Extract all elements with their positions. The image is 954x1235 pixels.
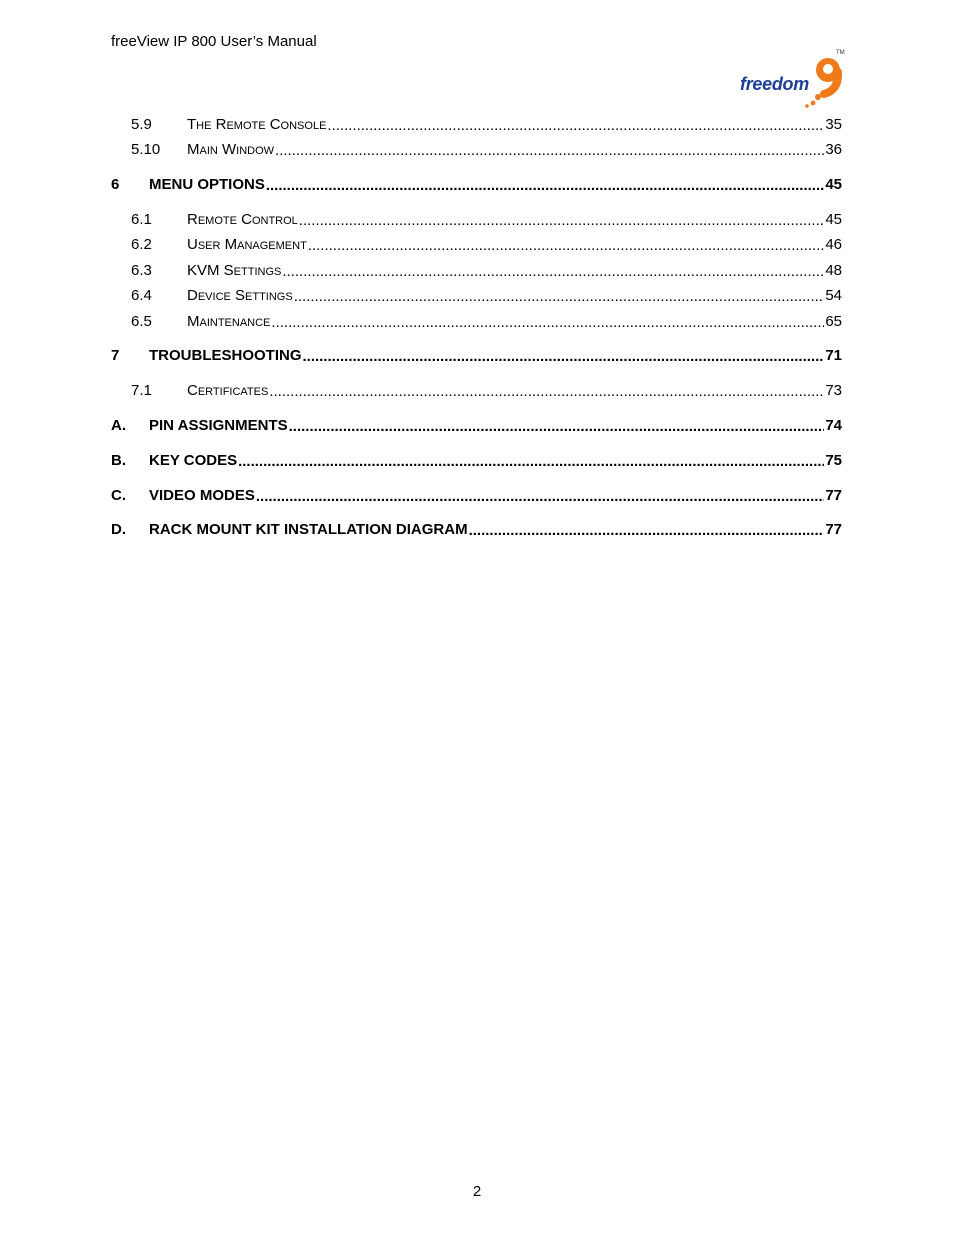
page-number: 2 (472, 1183, 482, 1200)
toc-entry-page: 71 (825, 347, 842, 364)
toc-dot-leader (269, 383, 824, 399)
toc-dot-leader (327, 117, 824, 133)
toc-dot-leader (271, 314, 824, 330)
toc-entry[interactable] (111, 262, 842, 282)
toc-dot-leader (289, 418, 825, 434)
toc-entry-page: 77 (825, 487, 842, 504)
toc-entry[interactable] (111, 521, 842, 541)
toc-entry-title: Device Settings (187, 287, 293, 304)
toc-entry-title: TROUBLESHOOTING (149, 347, 302, 364)
toc-entry-page: 75 (825, 452, 842, 469)
toc-dot-leader (469, 522, 825, 538)
toc-entry-page: 65 (825, 313, 842, 330)
toc-entry[interactable] (111, 382, 842, 402)
toc-entry-number: 6.1 (131, 211, 152, 228)
toc-entry-page: 48 (825, 262, 842, 279)
toc-entry-title: Maintenance (187, 313, 271, 330)
toc-dot-leader (275, 142, 824, 158)
toc-entry-page: 54 (825, 287, 842, 304)
page-header-title: freeView IP 800 User’s Manual (111, 33, 317, 50)
toc-entry-title: Certificates (187, 382, 269, 399)
toc-entry-page: 46 (825, 236, 842, 253)
toc-entry[interactable] (111, 141, 842, 161)
toc-dot-leader (282, 263, 824, 279)
toc-entry-number: D. (111, 521, 126, 538)
toc-entry-page: 74 (825, 417, 842, 434)
toc-dot-leader (299, 212, 825, 228)
toc-entry-title: Main Window (187, 141, 275, 158)
toc-entry[interactable] (111, 287, 842, 307)
toc-entry-number: 6 (111, 176, 120, 193)
toc-entry-page: 36 (825, 141, 842, 158)
toc-entry-number: 5.9 (131, 116, 152, 133)
toc-entry-title: KVM Settings (187, 262, 282, 279)
logo-trademark: TM (836, 50, 845, 56)
toc-dot-leader (266, 177, 824, 193)
toc-entry[interactable] (111, 211, 842, 231)
toc-entry-number: 6.3 (131, 262, 152, 279)
toc-entry[interactable] (111, 487, 842, 507)
logo-wordmark: freedom (740, 74, 809, 94)
toc-dot-leader (256, 488, 824, 504)
toc-entry-page: 73 (825, 382, 842, 399)
toc-entry-page: 35 (825, 116, 842, 133)
toc-entry-number: 6.4 (131, 287, 152, 304)
toc-entry-number: A. (111, 417, 126, 434)
toc-entry[interactable] (111, 116, 842, 136)
toc-entry-page: 45 (825, 176, 842, 193)
toc-entry-number: C. (111, 487, 126, 504)
toc-entry-title: PIN ASSIGNMENTS (149, 417, 288, 434)
toc-entry-number: 7.1 (131, 382, 152, 399)
toc-entry[interactable] (111, 347, 842, 367)
toc-entry-number: 5.10 (131, 141, 161, 158)
toc-entry-title: User Management (187, 236, 307, 253)
toc-entry-number: 7 (111, 347, 120, 364)
freedom9-logo (738, 50, 848, 110)
toc-entry-title: RACK MOUNT KIT INSTALLATION DIAGRAM (149, 521, 468, 538)
toc-entry-title: Remote Control (187, 211, 298, 228)
toc-dot-leader (308, 237, 825, 253)
toc-entry-number: B. (111, 452, 126, 469)
toc-entry-number: 6.5 (131, 313, 152, 330)
toc-entry-title: VIDEO MODES (149, 487, 255, 504)
toc-entry[interactable] (111, 176, 842, 196)
toc-entry[interactable] (111, 236, 842, 256)
toc-dot-leader (238, 453, 824, 469)
toc-entry-number: 6.2 (131, 236, 152, 253)
toc-entry[interactable] (111, 313, 842, 333)
toc-entry-page: 77 (825, 521, 842, 538)
toc-entry[interactable] (111, 417, 842, 437)
toc-entry-title: KEY CODES (149, 452, 238, 469)
toc-entry-page: 45 (825, 211, 842, 228)
toc-dot-leader (294, 288, 825, 304)
toc-dot-leader (303, 348, 825, 364)
toc-entry[interactable] (111, 452, 842, 472)
toc-entry-title: MENU OPTIONS (149, 176, 265, 193)
toc-entry-title: The Remote Console (187, 116, 327, 133)
